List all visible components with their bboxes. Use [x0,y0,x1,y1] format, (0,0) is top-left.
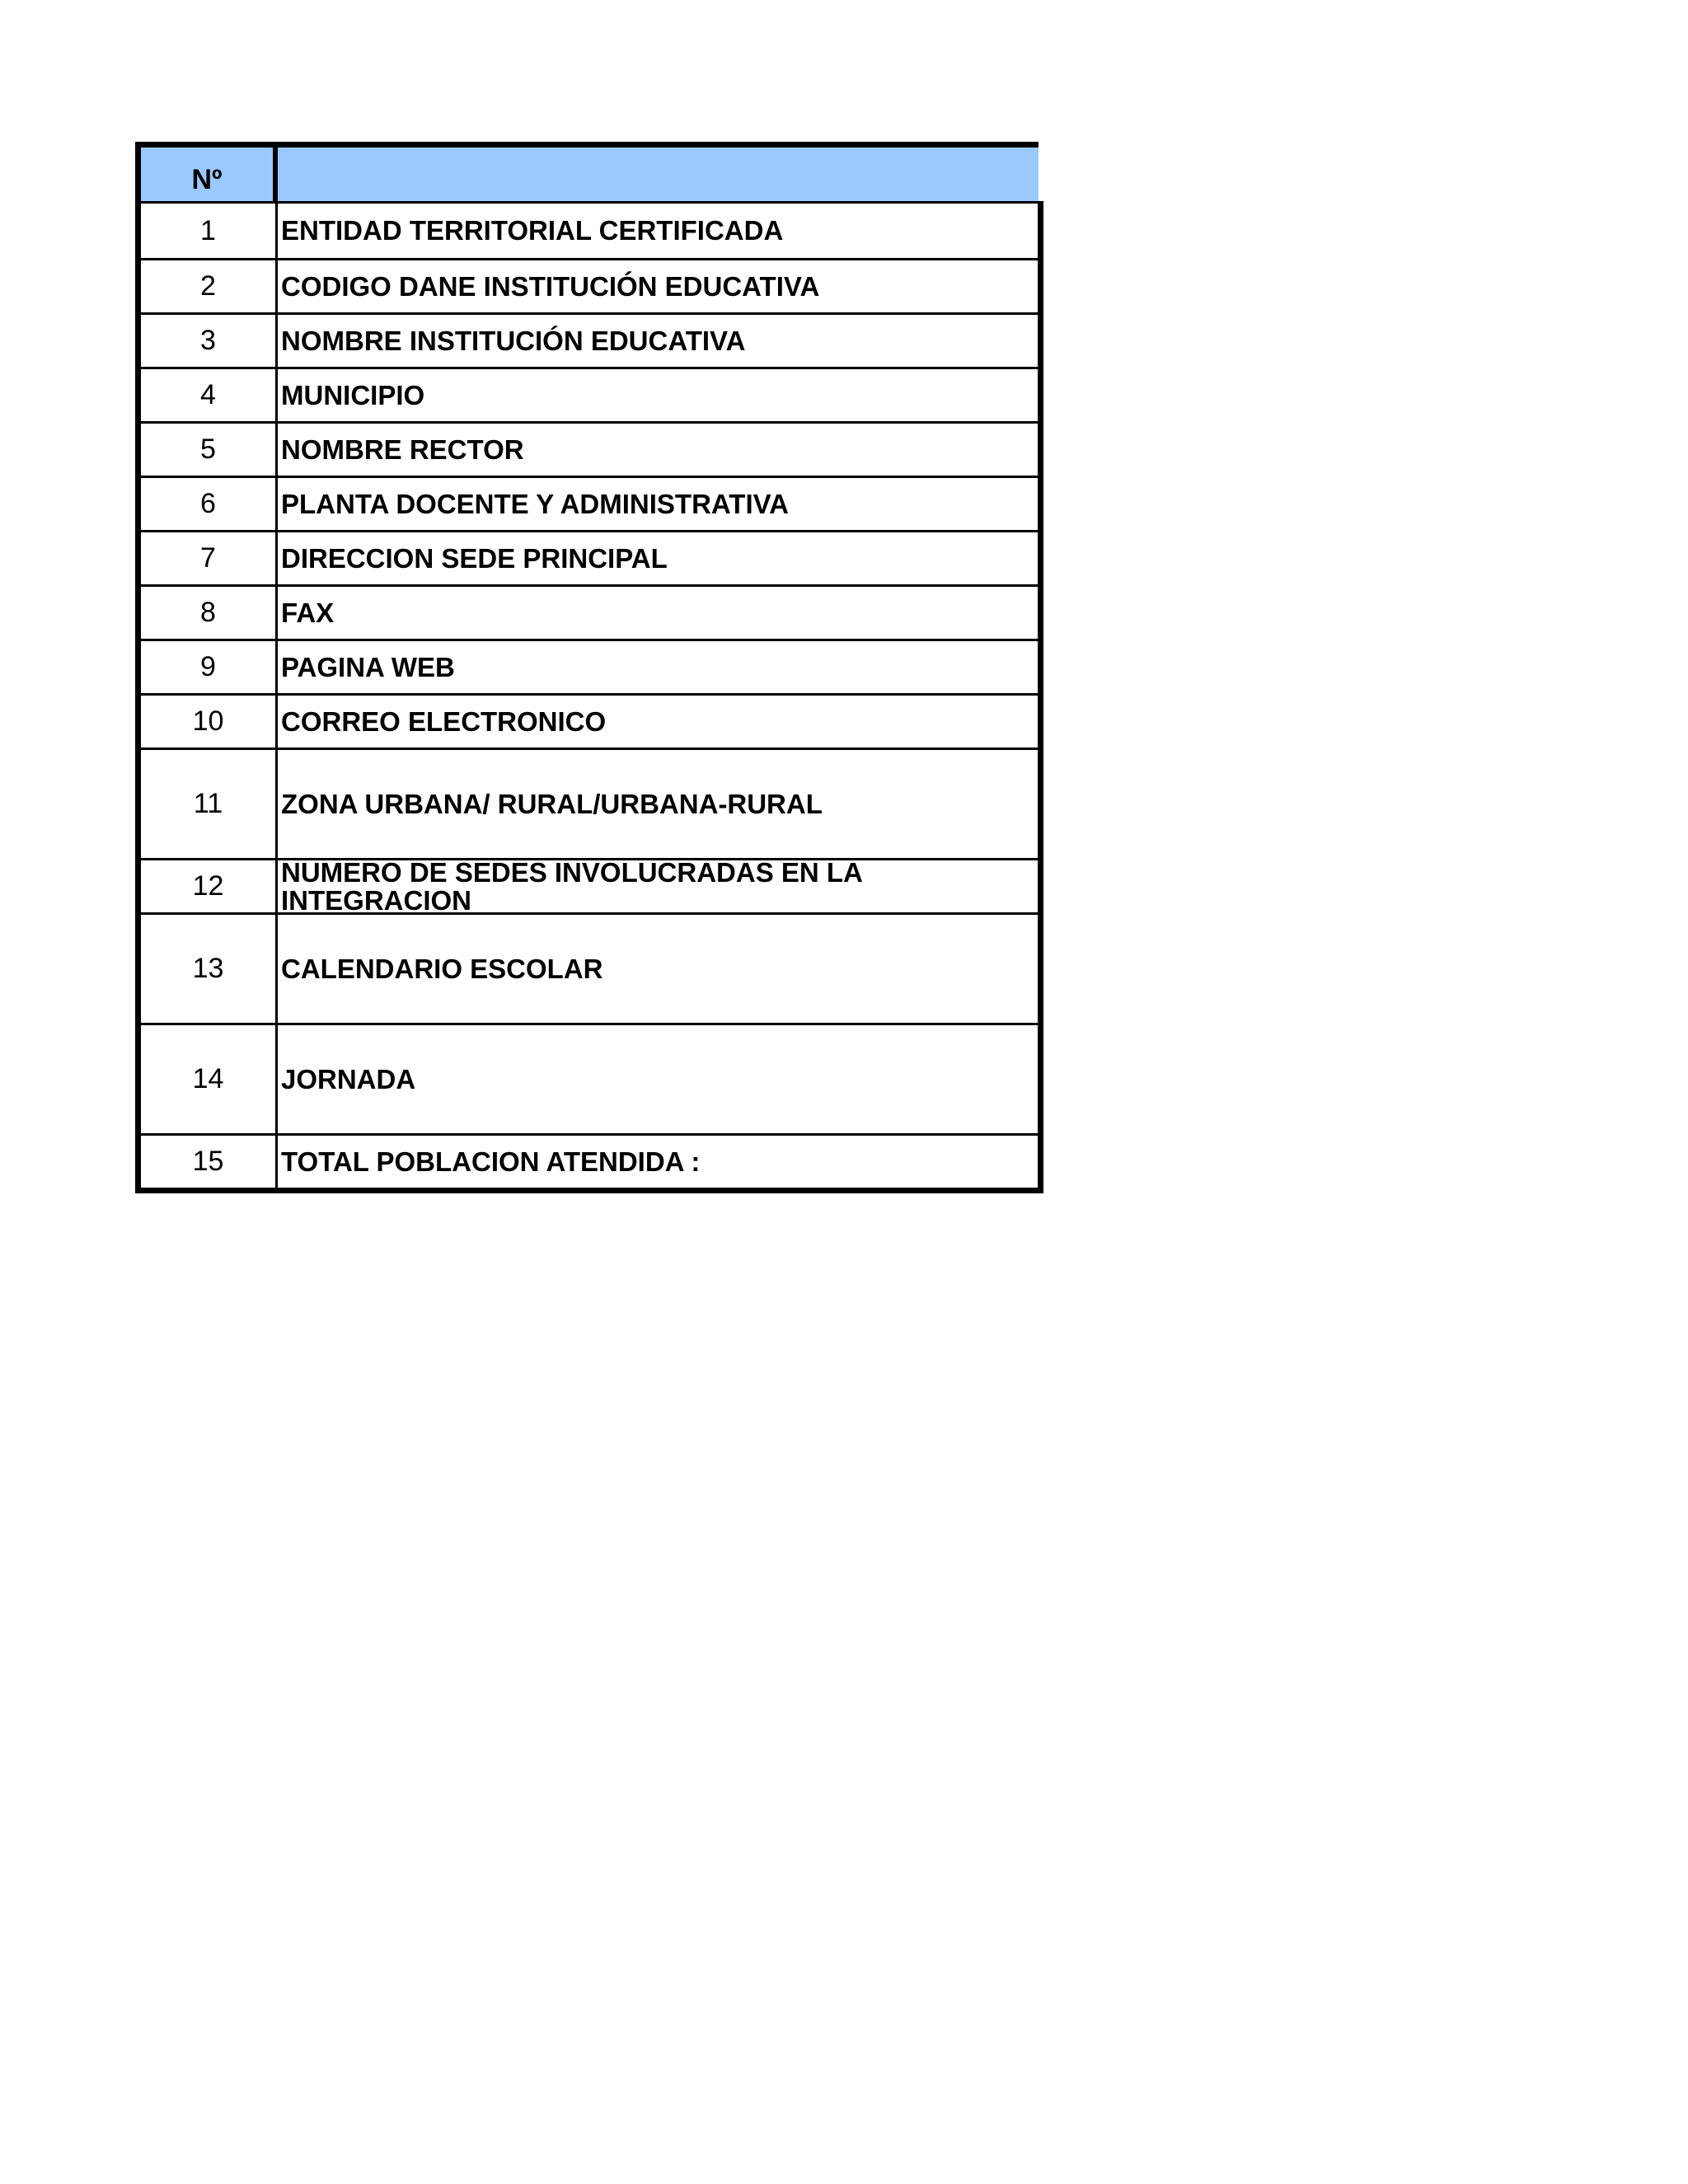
row-number: 14 [141,1025,278,1133]
row-number: 4 [141,369,278,421]
row-number: 12 [141,860,278,912]
table-row [141,367,1038,421]
row-label: TOTAL POBLACION ATENDIDA : [281,1146,701,1177]
row-number: 10 [141,696,278,748]
table-body [135,201,1043,1193]
row-label: NOMBRE INSTITUCIÓN EDUCATIVA [281,325,746,356]
row-number: 13 [141,915,278,1023]
table-row [141,693,1038,748]
row-label: PLANTA DOCENTE Y ADMINISTRATIVA [281,488,790,519]
row-number: 8 [141,587,278,639]
row-label: NOMBRE RECTOR [281,434,524,465]
row-label: FAX [281,597,335,628]
row-number: 5 [141,424,278,476]
table-row [141,1133,1038,1188]
row-number: 2 [141,260,278,312]
row-number: 15 [141,1136,278,1188]
table-row [141,204,1038,258]
table-row [141,748,1038,858]
row-number: 1 [141,204,278,258]
table-row [141,312,1038,367]
row-label: ENTIDAD TERRITORIAL CERTIFICADA [281,215,784,246]
row-number: 6 [141,478,278,530]
row-number: 9 [141,641,278,693]
table-row [141,1023,1038,1133]
form-table [135,142,1039,1193]
row-label: PAGINA WEB [281,651,455,682]
header-number: Nº [141,148,278,201]
row-label: JORNADA [281,1063,416,1094]
row-label: MUNICIPIO [281,379,425,410]
row-number: 11 [141,750,278,858]
table-row [141,912,1038,1023]
table-row [141,858,1038,912]
header-label [278,148,1039,201]
row-label: NUMERO DE SEDES INVOLUCRADAS EN LA INTEGRACION [281,860,862,912]
table-row [141,530,1038,584]
row-label: CODIGO DANE INSTITUCIÓN EDUCATIVA [281,270,820,302]
row-number: 3 [141,315,278,367]
row-label: DIRECCION SEDE PRINCIPAL [281,542,668,574]
row-label: CALENDARIO ESCOLAR [281,953,603,984]
table-row [141,639,1038,693]
row-label: CORREO ELECTRONICO [281,705,607,737]
row-label: ZONA URBANA/ RURAL/URBANA-RURAL [281,788,823,819]
row-number: 7 [141,532,278,584]
table-row [141,584,1038,639]
table-header [135,142,1039,201]
table-row [141,476,1038,530]
table-row [141,258,1038,312]
table-row [141,421,1038,476]
